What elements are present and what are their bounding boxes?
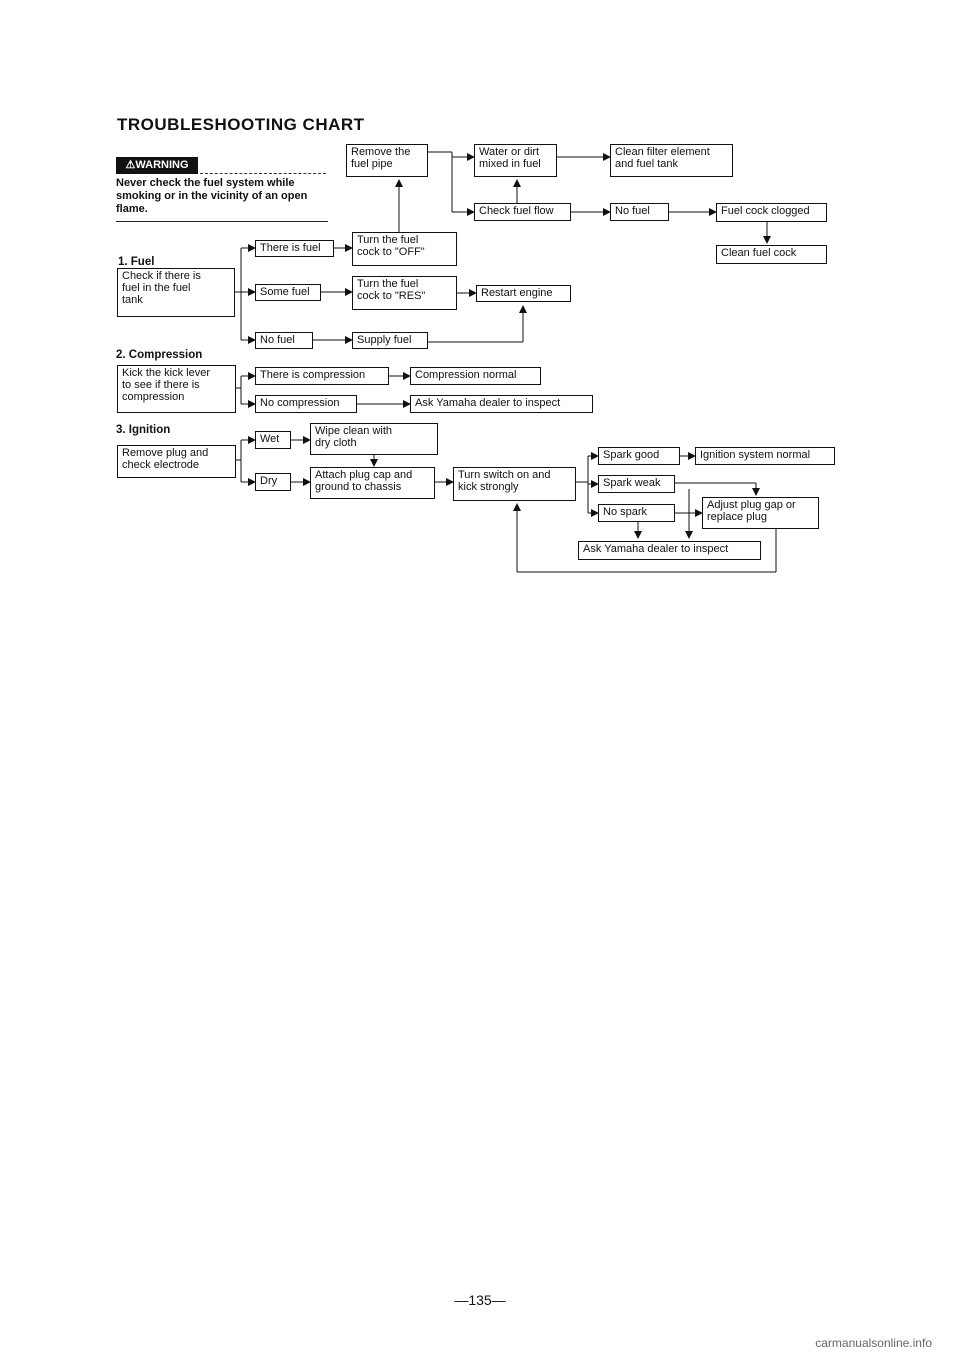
warning-text: Never check the fuel system while smoking or in the vicinity of an open flame. (116, 177, 308, 215)
warning-divider (200, 173, 326, 174)
box-check-fuel-tank: Check if there is fuel in the fuel tank (117, 268, 235, 317)
box-fuel-cock-clogged: Fuel cock clogged (716, 203, 827, 222)
box-ignition-normal: Ignition system normal (695, 447, 835, 465)
box-turn-off: Turn the fuel cock to "OFF" (352, 232, 457, 266)
box-no-fuel: No fuel (255, 332, 313, 349)
box-clean-fuel-cock: Clean fuel cock (716, 245, 827, 264)
section-ignition: 3. Ignition (116, 424, 171, 436)
box-ask-dealer-ignition: Ask Yamaha dealer to inspect (578, 541, 761, 560)
box-no-compression: No compression (255, 395, 357, 413)
box-dry: Dry (255, 473, 291, 491)
box-spark-good: Spark good (598, 447, 680, 465)
warning-rule (116, 221, 328, 222)
box-compression-normal: Compression normal (410, 367, 541, 385)
box-clean-filter: Clean filter element and fuel tank (610, 144, 733, 177)
box-restart-engine: Restart engine (476, 285, 571, 302)
box-there-is-fuel: There is fuel (255, 240, 334, 257)
box-kick-lever: Kick the kick lever to see if there is compression (117, 365, 236, 413)
box-turn-switch: Turn switch on and kick strongly (453, 467, 576, 501)
box-no-spark: No spark (598, 504, 675, 522)
box-ask-dealer-compression: Ask Yamaha dealer to inspect (410, 395, 593, 413)
page-number: —135— (454, 1292, 506, 1308)
box-remove-fuel-pipe: Remove the fuel pipe (346, 144, 428, 177)
page-title: TROUBLESHOOTING CHART (117, 115, 365, 134)
box-check-fuel-flow: Check fuel flow (474, 203, 571, 221)
warning-badge: ⚠WARNING (116, 157, 198, 174)
box-water-dirt: Water or dirt mixed in fuel (474, 144, 557, 177)
box-no-fuel-flow: No fuel (610, 203, 669, 221)
section-fuel: 1. Fuel (118, 256, 155, 268)
box-adjust-plug: Adjust plug gap or replace plug (702, 497, 819, 529)
box-remove-plug: Remove plug and check electrode (117, 445, 236, 478)
box-wipe-clean: Wipe clean with dry cloth (310, 423, 438, 455)
watermark-text: carmanualsonline.info (815, 1336, 932, 1350)
box-attach-plug: Attach plug cap and ground to chassis (310, 467, 435, 499)
box-there-is-compression: There is compression (255, 367, 389, 385)
box-spark-weak: Spark weak (598, 475, 675, 493)
box-some-fuel: Some fuel (255, 284, 321, 301)
box-wet: Wet (255, 431, 291, 449)
box-supply-fuel: Supply fuel (352, 332, 428, 349)
box-turn-res: Turn the fuel cock to "RES" (352, 276, 457, 310)
section-compression: 2. Compression (116, 349, 203, 361)
